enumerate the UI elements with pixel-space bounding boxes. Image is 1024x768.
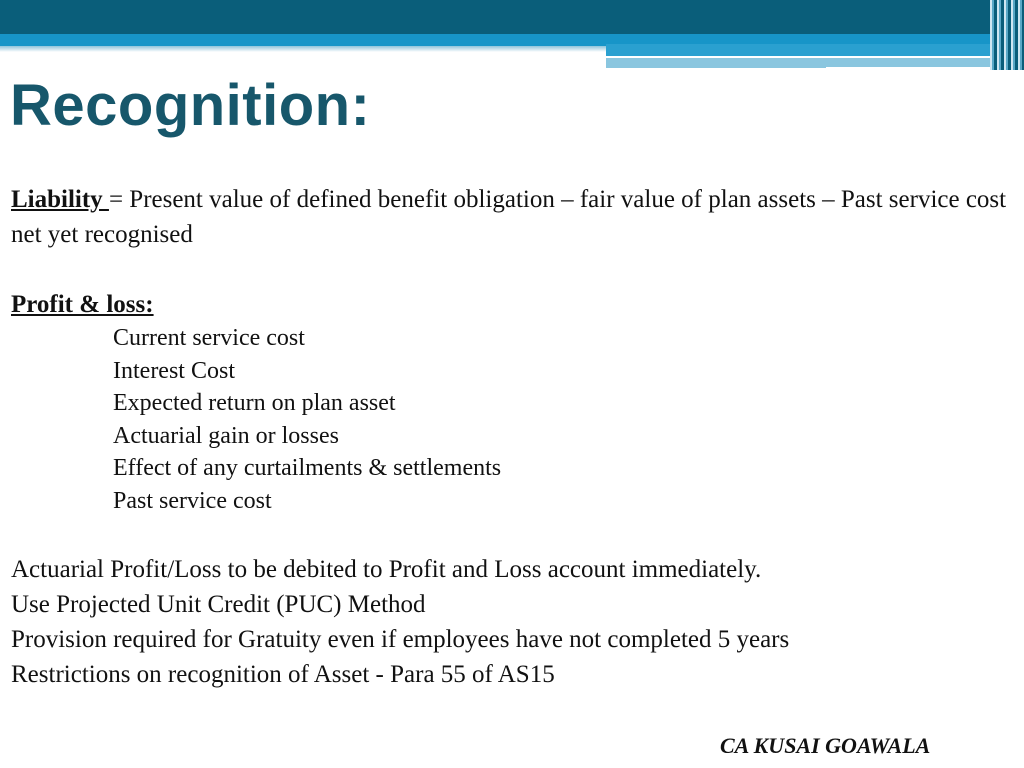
note-item: Actuarial Profit/Loss to be debited to Profit and Loss account immediately. bbox=[11, 556, 762, 583]
list-item: Current service cost bbox=[113, 325, 305, 351]
profit-loss-list bbox=[11, 322, 1016, 517]
banner-stripes bbox=[990, 0, 1024, 70]
note-item: Restrictions on recognition of Asset - Para 55 of AS15 bbox=[11, 661, 555, 688]
notes-list bbox=[11, 552, 1016, 692]
slide-title: Recognition: bbox=[10, 73, 371, 138]
banner-shadow bbox=[0, 46, 610, 52]
list-item: Past service cost bbox=[113, 487, 272, 514]
header-banner bbox=[0, 0, 1024, 80]
banner-white-line bbox=[826, 56, 950, 58]
list-item: Actuarial gain or losses bbox=[113, 422, 339, 449]
spacer bbox=[11, 252, 1016, 287]
note-item: Provision required for Gratuity even if employees have not completed 5 years bbox=[11, 626, 790, 653]
note-item: Use Projected Unit Credit (PUC) Method bbox=[11, 591, 426, 618]
author-footer: CA KUSAI GOAWALA bbox=[720, 733, 931, 758]
spacer bbox=[11, 517, 1016, 552]
profit-loss-heading: Profit & loss: bbox=[11, 291, 154, 318]
liability-paragraph bbox=[11, 182, 1016, 252]
banner-step-band bbox=[606, 44, 1024, 56]
list-item: Effect of any curtailments & settlements bbox=[113, 455, 502, 481]
banner-dark-band bbox=[0, 0, 1024, 34]
liability-term: Liability bbox=[11, 186, 109, 213]
liability-definition: = Present value of defined benefit obligation – fair value of plan assets – Past service cost net yet recognised bbox=[11, 186, 1007, 248]
list-item: Interest Cost bbox=[113, 357, 235, 384]
slide-body bbox=[11, 182, 1016, 692]
list-item: Expected return on plan asset bbox=[113, 390, 396, 416]
